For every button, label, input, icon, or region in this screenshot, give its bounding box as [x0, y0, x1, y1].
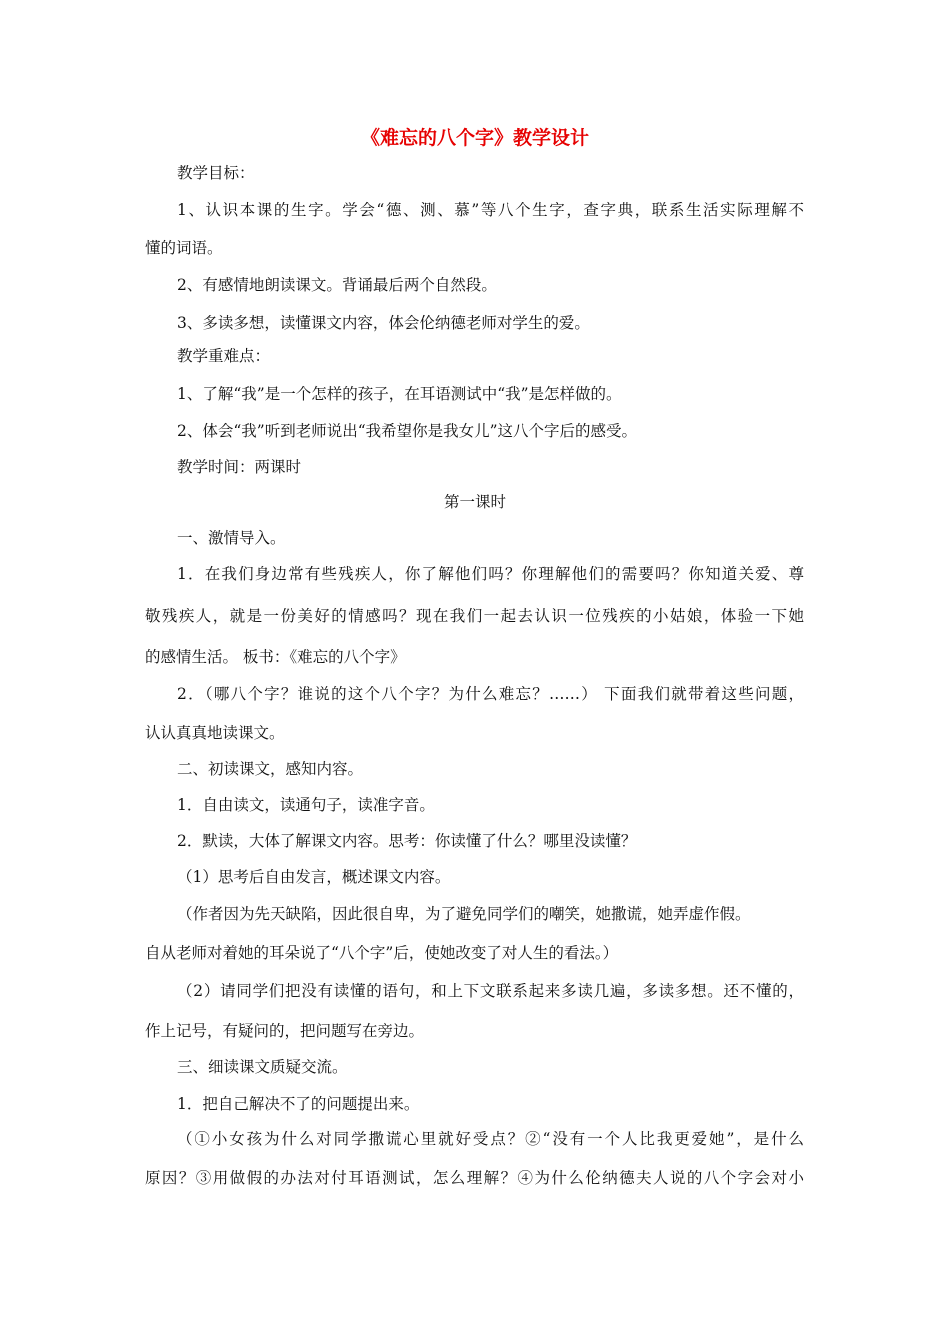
text-line: 1．自由读文，读通句子，读准字音。 [177, 796, 435, 814]
text-line: 的感情生活。 板书：《难忘的八个字》 [145, 648, 406, 666]
text-line: （①小女孩为什么对同学撒谎心里就好受点？②“没有一个人比我更爱她”，是什么 [177, 1130, 804, 1148]
text-line: 3、多读多想，读懂课文内容，体会伦纳德老师对学生的爱。 [177, 314, 590, 332]
text-line: 1、了解“我”是一个怎样的孩子，在耳语测试中“我”是怎样做的。 [177, 385, 622, 403]
text-line: 2、有感情地朗读课文。背诵最后两个自然段。 [177, 276, 497, 294]
text-line: 作上记号，有疑问的，把问题写在旁边。 [145, 1022, 425, 1040]
text-line: 教学重难点： [177, 347, 271, 365]
text-line: 二、初读课文，感知内容。 [177, 760, 364, 778]
section-heading: 第一课时 [443, 493, 506, 511]
text-line: 三、细读课文质疑交流。 [177, 1058, 348, 1076]
text-line: 1．把自己解决不了的问题提出来。 [177, 1095, 420, 1113]
text-line: 自从老师对着她的耳朵说了“八个字”后，使她改变了对人生的看法。） [145, 944, 619, 962]
text-line: 敬残疾人，就是一份美好的情感吗？现在我们一起去认识一位残疾的小姑娘，体验一下她 [145, 607, 804, 625]
text-line: （2）请同学们把没有读懂的语句，和上下文联系起来多读几遍，多读多想。还不懂的， [177, 982, 804, 1000]
text-line: 2．默读，大体了解课文内容。思考：你读懂了什么？哪里没读懂？ [177, 832, 637, 850]
text-line: 教学目标： [177, 164, 255, 182]
text-line: 教学时间：两课时 [177, 458, 302, 476]
text-line: 2、体会“我”听到老师说出“我希望你是我女儿”这八个字后的感受。 [177, 422, 638, 440]
text-line: （1）思考后自由发言，概述课文内容。 [177, 868, 451, 886]
text-line: 认认真真地读课文。 [145, 724, 285, 742]
document-title: 《难忘的八个字》教学设计 [360, 127, 589, 149]
text-line: 1．在我们身边常有些残疾人，你了解他们吗？你理解他们的需要吗？你知道关爱、尊 [177, 565, 804, 583]
text-line: 2．（哪八个字？谁说的这个八个字？为什么难忘？……） 下面我们就带着这些问题， [177, 685, 804, 703]
text-line: 1、认识本课的生字。学会“德、测、慕”等八个生字，查字典，联系生活实际理解不 [177, 201, 804, 219]
text-line: 原因？③用做假的办法对付耳语测试，怎么理解？④为什么伦纳德夫人说的八个字会对小 [145, 1169, 804, 1187]
text-line: （作者因为先天缺陷，因此很自卑，为了避免同学们的嘲笑，她撒谎，她弄虚作假。 [177, 905, 751, 923]
text-line: 一、激情导入。 [177, 529, 286, 547]
text-line: 懂的词语。 [145, 239, 223, 257]
